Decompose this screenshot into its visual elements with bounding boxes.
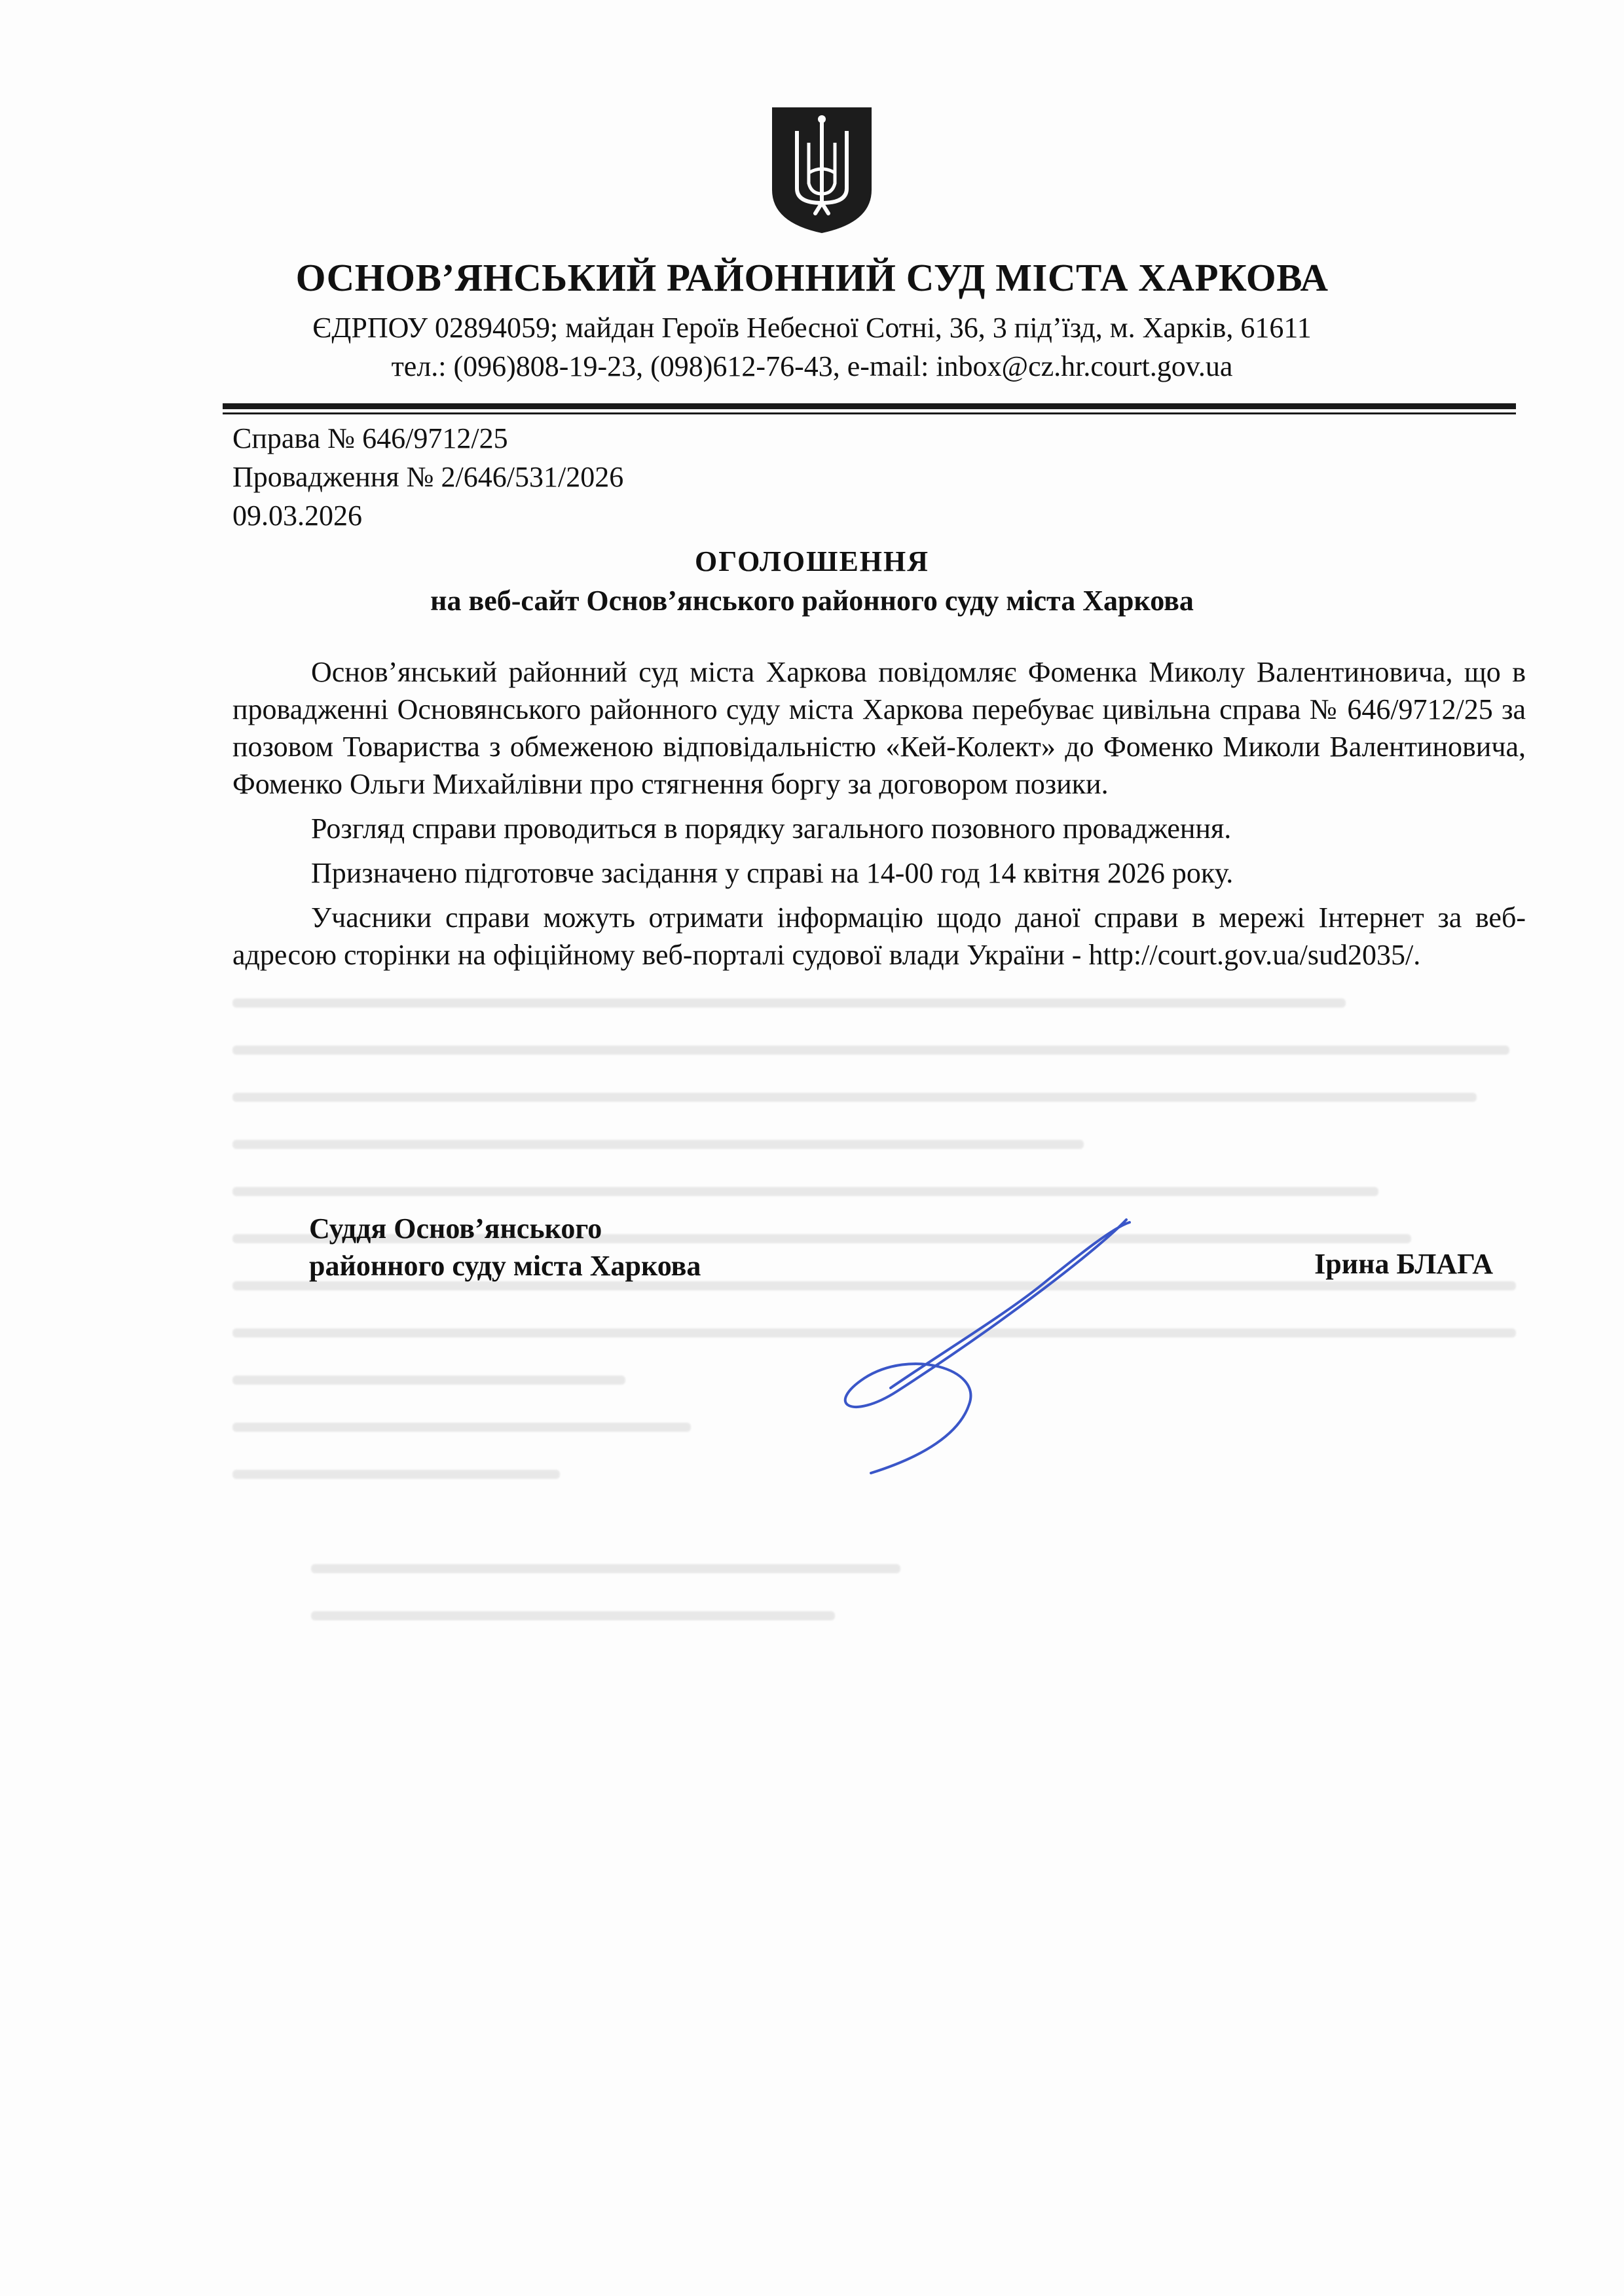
- paragraph: Призначено підготовче засідання у справі на 14-00 год 14 квітня 2026 року.: [311, 857, 1234, 889]
- signer-name: Ірина БЛАГА: [1314, 1248, 1493, 1280]
- announcement-body: [232, 653, 1526, 981]
- signer-position-line: районного суду міста Харкова: [309, 1250, 701, 1282]
- header-divider-thick: [223, 403, 1516, 409]
- handwritten-signature: [773, 1208, 1139, 1483]
- signer-position-line: Суддя Основ’янського: [309, 1212, 602, 1245]
- paragraph: Учасники справи можуть отримати інформацію щодо даної справи в мережі Інтернет за веб-адресою сторінки на офіційному веб-порталі судової влади України - http://court.gov.ua/sud2035/.: [232, 902, 1526, 971]
- court-address: ЄДРПОУ 02894059; майдан Героїв Небесної Сотні, 36, 3 під’їзд, м. Харків, 61611: [312, 312, 1312, 344]
- paragraph: Розгляд справи проводиться в порядку загального позовного провадження.: [311, 812, 1232, 845]
- announcement-title: ОГОЛОШЕННЯ: [694, 545, 930, 577]
- proceeding-number: Провадження № 2/646/531/2026: [232, 461, 624, 493]
- header-divider-thin: [223, 412, 1516, 414]
- court-contacts: тел.: (096)808-19-23, (098)612-76-43, e-mail: inbox@cz.hr.court.gov.ua: [391, 350, 1233, 382]
- case-meta: [232, 419, 623, 535]
- signer-position: [309, 1210, 701, 1285]
- announcement-subtitle: на веб-сайт Основ’янського районного суду міста Харкова: [430, 585, 1194, 617]
- case-number: Справа № 646/9712/25: [232, 422, 508, 454]
- paragraph: Основ’янський районний суд міста Харкова повідомляє Фоменка Миколу Валентиновича, що в провадженні Основянського районного суду міста Харкова перебуває цивільна справа № 646/9712/25 за позовом Товариства з обмеженою відповідальністю «Кей-Колект» до Фоменко Миколи Валентиновича, Фоменко Ольги Михайлівни про стягнення боргу за договором позики.: [232, 656, 1526, 800]
- court-name: ОСНОВ’ЯНСЬКИЙ РАЙОННИЙ СУД МІСТА ХАРКОВА: [295, 256, 1329, 299]
- document-date: 09.03.2026: [232, 500, 362, 532]
- coat-of-arms-icon: [769, 105, 874, 236]
